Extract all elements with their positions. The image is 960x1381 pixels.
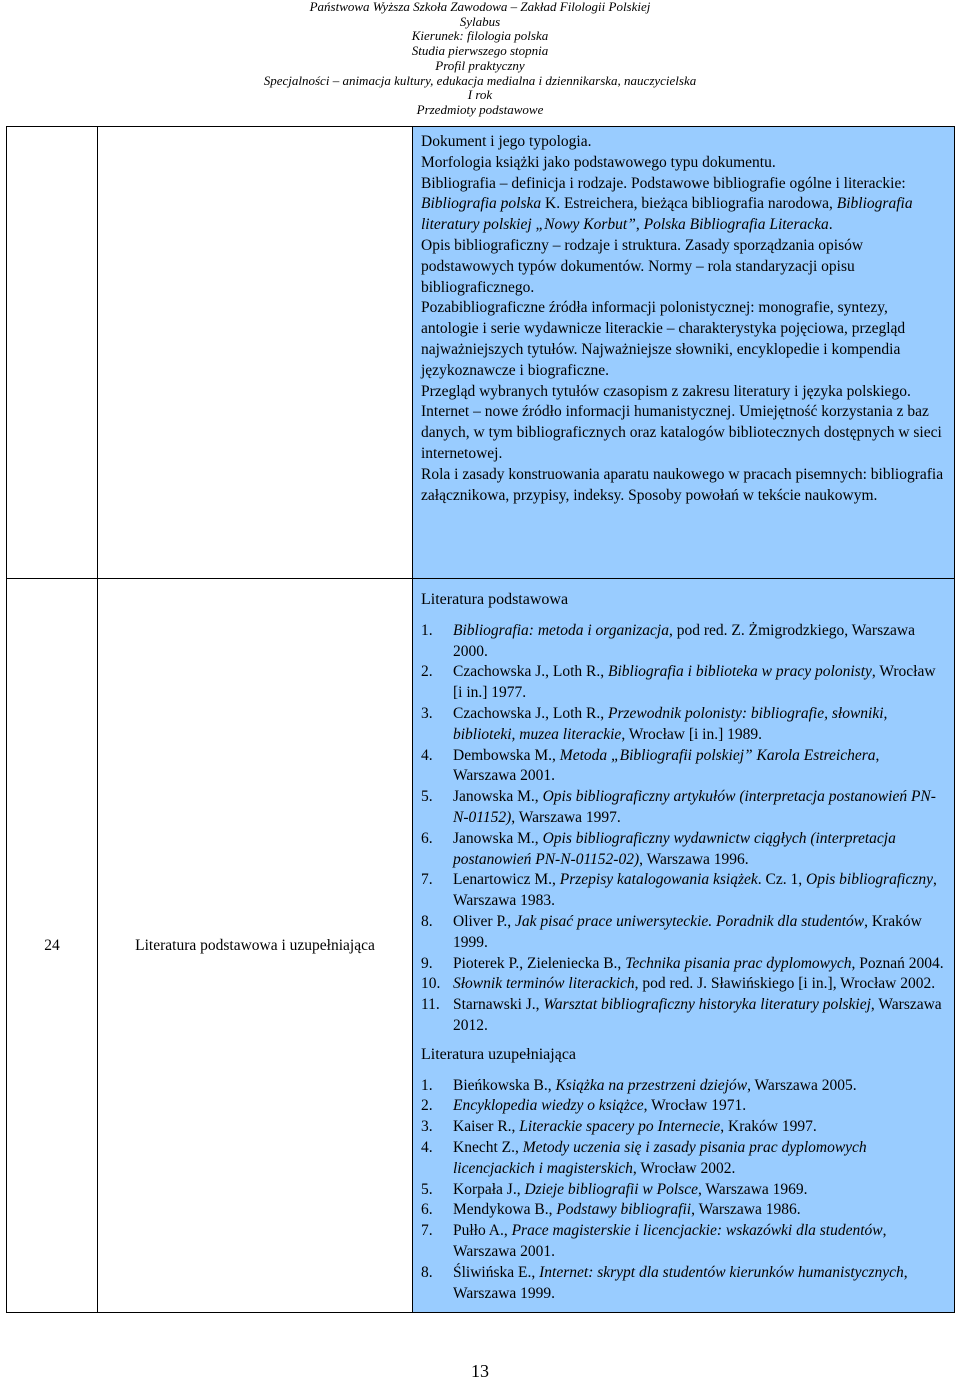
reference-text: Oliver P., bbox=[453, 912, 515, 930]
reference-text: . Cz. 1, bbox=[757, 871, 806, 889]
reference-title: Technika pisania prac dyplomowych bbox=[625, 954, 852, 972]
document-header bbox=[0, 0, 960, 118]
basic-reference-item bbox=[421, 787, 946, 829]
reference-text: Pioterek P., Zieleniecka B., bbox=[453, 954, 626, 972]
reference-text: Knecht Z., bbox=[453, 1138, 523, 1156]
page-number: 13 bbox=[471, 1361, 489, 1381]
reference-text: , Poznań 2004. bbox=[851, 954, 944, 972]
header-field: Kierunek: filologia polska bbox=[411, 28, 549, 44]
supplementary-reference-item bbox=[421, 1263, 946, 1305]
basic-literature-list bbox=[421, 621, 946, 1037]
basic-reference-item bbox=[421, 704, 946, 746]
reference-text: , Warszawa 1999. bbox=[453, 1263, 908, 1302]
content-paragraph: Dokument i jego typologia. bbox=[421, 133, 592, 150]
reference-text: Lenartowicz M., bbox=[453, 871, 560, 889]
content-paragraph: Bibliografia – definicja i rodzaje. Podstawowe bibliografie ogólne i literackie: Bibliografia polska K. Estreichera, bieżąca bibliografia narodowa, Bibliografia literatury polskiej „Nowy Korbut”, Polska Bibliografia Literacka. bbox=[421, 174, 913, 234]
reference-text: , Kraków 1999. bbox=[453, 912, 922, 951]
content-paragraph: Opis bibliograficzny – rodzaje i struktura. Zasady sporządzania opisów podstawowych typów dokumentów. Normy – rola standaryzacji opisu bibliograficznego. bbox=[421, 236, 864, 296]
list-item-number: 5. bbox=[421, 1180, 433, 1198]
header-institution: Państwowa Wyższa Szkoła Zawodowa – Zakład Filologii Polskiej bbox=[309, 0, 651, 14]
list-item-number: 4. bbox=[421, 746, 433, 764]
supplementary-literature-list bbox=[421, 1076, 946, 1305]
supplementary-reference-item bbox=[421, 1076, 946, 1097]
basic-reference-item bbox=[421, 662, 946, 704]
literature-row bbox=[7, 579, 955, 1313]
list-item-number: 3. bbox=[421, 1118, 433, 1136]
header-year: I rok bbox=[467, 87, 493, 103]
content-label-cell bbox=[98, 127, 413, 579]
basic-reference-item bbox=[421, 746, 946, 788]
content-paragraph: Rola i zasady konstruowania aparatu naukowego w pracach pisemnych: bibliografia załącznikowa, przypisy, indeksy. Sposoby powołań w tekście naukowym. bbox=[421, 465, 944, 504]
header-specialties: Specjalności – animacja kultury, edukacja medialna i dziennikarska, nauczycielska bbox=[263, 72, 697, 88]
supplementary-reference-item bbox=[421, 1221, 946, 1263]
reference-text: Pułło A., bbox=[453, 1222, 512, 1240]
supplementary-reference-item bbox=[421, 1180, 946, 1201]
list-item-number: 9. bbox=[421, 954, 433, 972]
reference-text: Śliwińska E., bbox=[453, 1263, 540, 1281]
reference-text: Korpała J., bbox=[453, 1180, 525, 1198]
reference-title: Opis bibliograficzny wydawnictw ciągłych (interpretacja postanowień PN-N-01152-02) bbox=[453, 829, 896, 868]
basic-reference-item bbox=[421, 829, 946, 871]
reference-text: Czachowska J., Loth R., bbox=[453, 663, 608, 681]
reference-title: Warsztat bibliograficzny historyka literatury polskiej bbox=[543, 996, 871, 1014]
content-paragraph: Przegląd wybranych tytułów czasopism z zakresu literatury i języka polskiego. bbox=[421, 382, 911, 400]
reference-title: Jak pisać prace uniwersyteckie. Poradnik dla studentów bbox=[515, 912, 865, 930]
reference-text: , Warszawa 1996. bbox=[639, 850, 749, 868]
content-paragraph: Pozabibliograficzne źródła informacji polonistycznej: monografie, syntezy, antologie i serie wydawnicze literackie – charakterystyka pojęciowa, przegląd najważniejszych tytułów. Najważniejsze słowniki, encyklopedie i kompendia językoznawcze i biograficzne. bbox=[421, 299, 906, 379]
header-level: Studia pierwszego stopnia bbox=[411, 43, 549, 59]
reference-title: Encyklopedia wiedzy o książce bbox=[453, 1097, 644, 1115]
list-item-number: 2. bbox=[421, 1097, 433, 1115]
reference-text: , Warszawa 1983. bbox=[453, 871, 937, 910]
reference-text: , Warszawa 1969. bbox=[697, 1180, 808, 1198]
reference-text: , Wrocław [i in.] 1977. bbox=[453, 663, 936, 702]
basic-reference-item bbox=[421, 974, 946, 995]
reference-text: Czachowska J., Loth R., bbox=[453, 704, 608, 722]
reference-title: Przepisy katalogowania książek bbox=[559, 871, 758, 889]
syllabus-table bbox=[6, 126, 955, 1313]
reference-title: Słownik terminów literackich bbox=[453, 975, 635, 993]
row-number: 24 bbox=[7, 579, 98, 1313]
reference-text: , Wrocław [i in.] 1989. bbox=[621, 725, 763, 743]
supplementary-reference-item bbox=[421, 1117, 946, 1138]
reference-text: , Warszawa 1997. bbox=[511, 808, 621, 826]
header-doc-type: Sylabus bbox=[459, 13, 501, 29]
list-item-number: 6. bbox=[421, 829, 433, 847]
basic-reference-item bbox=[421, 870, 946, 912]
reference-text: Janowska M., bbox=[453, 829, 543, 847]
reference-title: Metoda „Bibliografii polskiej” Karola Estreichera bbox=[559, 746, 876, 764]
reference-title: Bibliografia i biblioteka w pracy polonisty bbox=[607, 663, 872, 681]
reference-text: , Kraków 1997. bbox=[720, 1118, 817, 1136]
reference-text: Kaiser R., bbox=[453, 1118, 520, 1136]
header-subject-group: Przedmioty podstawowe bbox=[416, 101, 544, 117]
basic-literature-heading: Literatura podstawowa bbox=[421, 591, 569, 608]
reference-text: , Warszawa 2001. bbox=[453, 1222, 887, 1260]
reference-title: Opis bibliograficzny bbox=[806, 871, 934, 889]
content-paragraph: Internet – nowe źródło informacji humanistycznej. Umiejętność korzystania z baz danych, w tym bibliograficznych oraz katalogów bibliotecznych dostępnych w sieci internetowej. bbox=[421, 403, 942, 462]
reference-text: , Wrocław 2002. bbox=[632, 1159, 736, 1177]
basic-reference-item bbox=[421, 912, 946, 954]
list-item-number: 1. bbox=[421, 621, 433, 639]
basic-reference-item bbox=[421, 995, 946, 1037]
reference-text: Dembowska M., bbox=[453, 746, 560, 764]
reference-title: Dzieje bibliografii w Polsce bbox=[524, 1180, 698, 1198]
list-item-number: 7. bbox=[421, 1222, 433, 1240]
reference-title: Metody uczenia się i zasady pisania prac dyplomowych licencjackich i magisterskich bbox=[453, 1138, 867, 1177]
list-item-number: 1. bbox=[421, 1076, 433, 1094]
reference-text: Starnawski J., bbox=[453, 996, 544, 1014]
supplementary-reference-item bbox=[421, 1200, 946, 1221]
content-number-cell bbox=[7, 127, 98, 579]
content-paragraph: Morfologia książki jako podstawowego typu dokumentu. bbox=[421, 153, 776, 171]
supplementary-reference-item bbox=[421, 1096, 946, 1117]
reference-text: , Warszawa 2012. bbox=[453, 996, 942, 1034]
reference-title: Literackie spacery po Internecie bbox=[519, 1118, 721, 1136]
basic-reference-item bbox=[421, 621, 946, 663]
list-item-number: 4. bbox=[421, 1138, 433, 1156]
reference-text: , pod red. J. Sławińskiego [i in.], Wrocław 2002. bbox=[634, 975, 936, 993]
reference-title: Prace magisterskie i licencjackie: wskazówki dla studentów bbox=[511, 1222, 883, 1240]
reference-title: Internet: skrypt dla studentów kierunków humanistycznych bbox=[539, 1263, 904, 1281]
literature-cell bbox=[413, 579, 955, 1313]
list-item-number: 2. bbox=[421, 663, 433, 681]
reference-title: Bibliografia: metoda i organizacja bbox=[453, 621, 669, 639]
list-item-number: 8. bbox=[421, 912, 433, 930]
content-row bbox=[7, 127, 955, 579]
basic-reference-item bbox=[421, 954, 946, 975]
supplementary-reference-item bbox=[421, 1138, 946, 1180]
row-label: Literatura podstawowa i uzupełniająca bbox=[98, 579, 413, 1313]
reference-text: Janowska M., bbox=[453, 788, 543, 806]
reference-text: , Warszawa 2005. bbox=[747, 1076, 857, 1094]
reference-text: , Wrocław 1971. bbox=[643, 1097, 747, 1115]
list-item-number: 7. bbox=[421, 871, 433, 889]
reference-title: Podstawy bibliografii bbox=[556, 1201, 692, 1219]
list-item-number: 5. bbox=[421, 788, 433, 806]
reference-title: Książka na przestrzeni dziejów bbox=[555, 1076, 748, 1094]
list-item-number: 3. bbox=[421, 704, 433, 722]
reference-title: Opis bibliograficzny artykułów (interpretacja postanowień PN-N-01152) bbox=[453, 788, 936, 826]
list-item-number: 6. bbox=[421, 1201, 433, 1219]
header-profile: Profil praktyczny bbox=[435, 57, 525, 73]
list-item-number: 11. bbox=[421, 996, 440, 1014]
reference-text: , pod red. Z. Żmigrodzkiego, Warszawa 2000. bbox=[453, 621, 915, 660]
supplementary-literature-heading: Literatura uzupełniająca bbox=[421, 1045, 577, 1063]
reference-text: , Warszawa 2001. bbox=[453, 746, 880, 785]
reference-text: Mendykowa B., bbox=[453, 1201, 557, 1219]
content-cell bbox=[413, 127, 955, 579]
reference-text: Bieńkowska B., bbox=[453, 1076, 556, 1094]
reference-title: Przewodnik polonisty: bibliografie, słowniki, biblioteki, muzea literackie bbox=[453, 704, 888, 743]
list-item-number: 8. bbox=[421, 1263, 433, 1281]
reference-text: , Warszawa 1986. bbox=[691, 1201, 801, 1219]
list-item-number: 10. bbox=[421, 975, 441, 993]
